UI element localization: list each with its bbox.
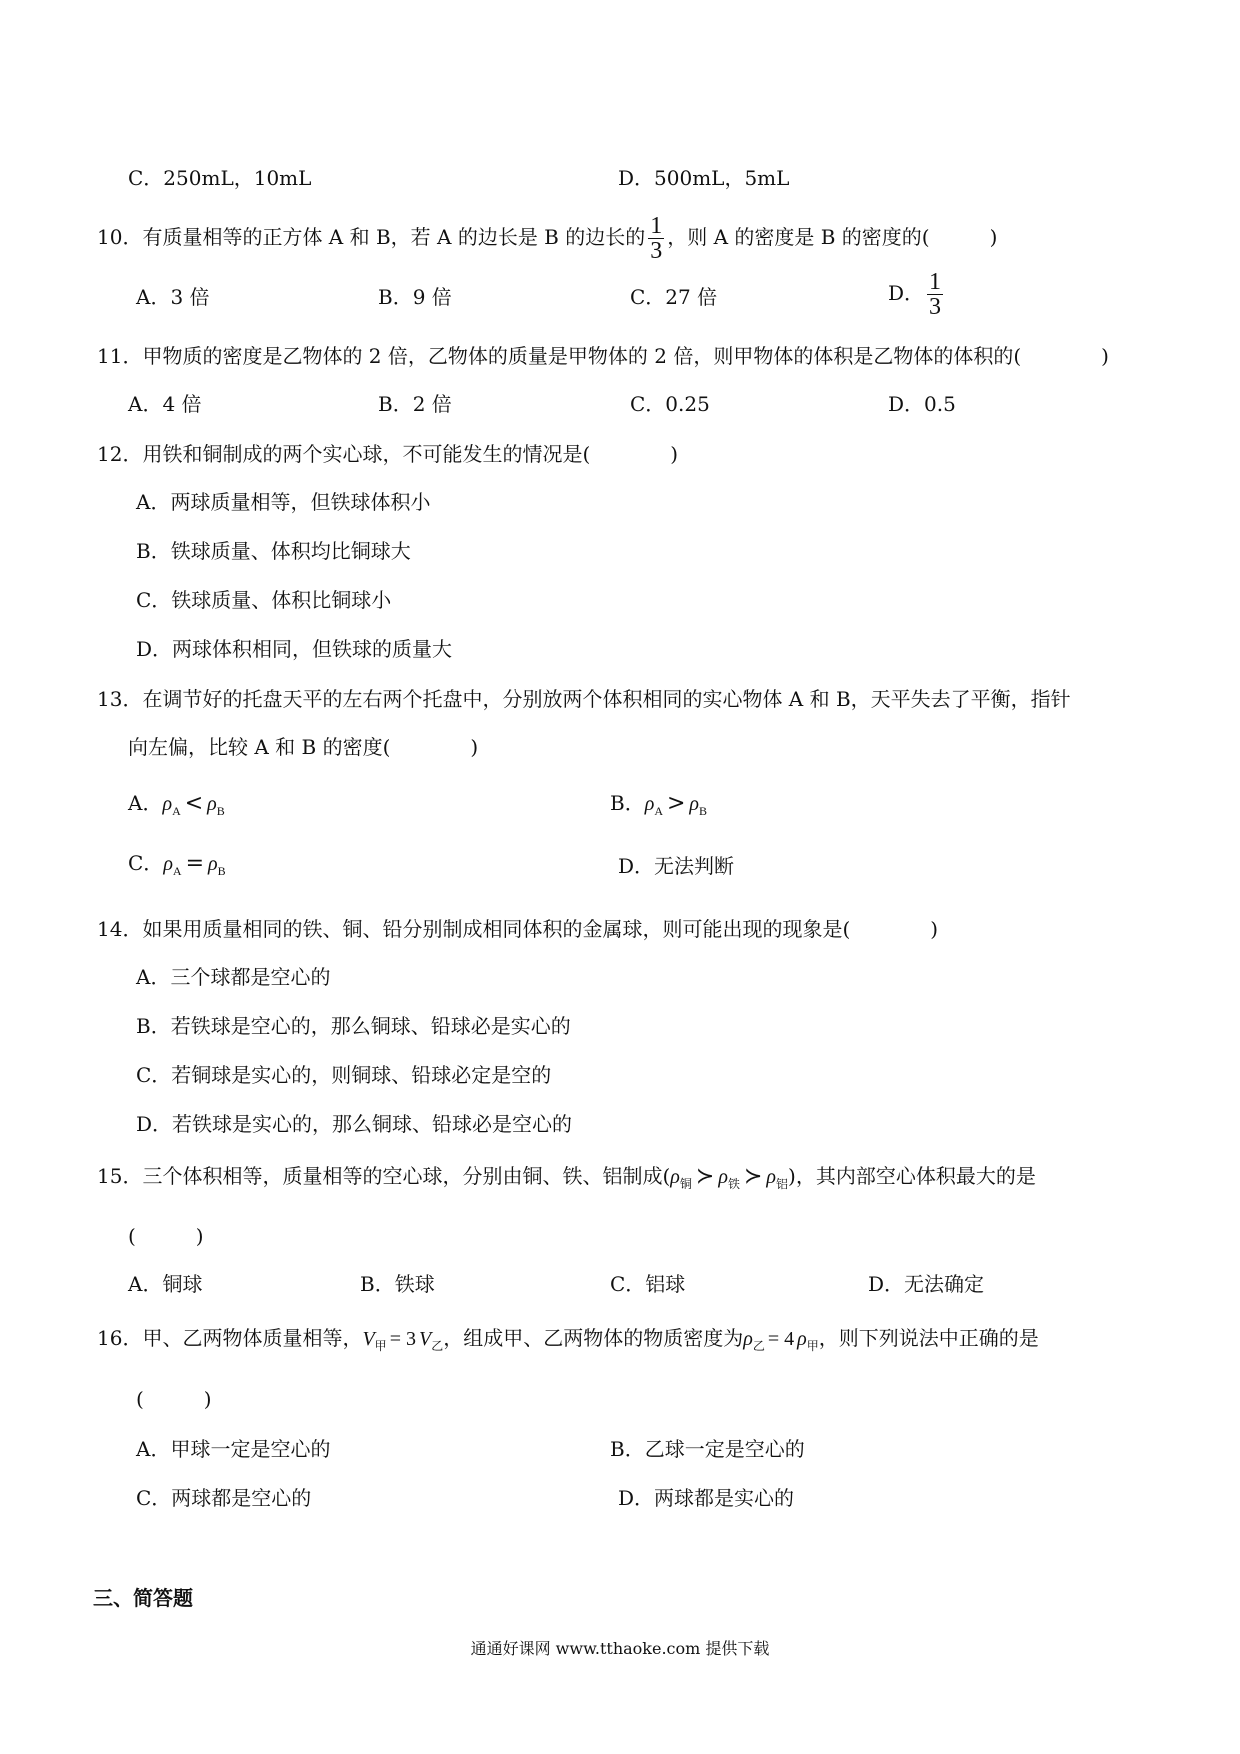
equals-sign: =	[185, 851, 205, 876]
q15-option-d: D．无法确定	[868, 1272, 985, 1296]
q10-stem-post: ，则 A 的密度是 B 的密度的( )	[667, 225, 998, 249]
q10-stem	[97, 214, 997, 263]
subscript-iron: 铁	[727, 1177, 740, 1191]
q15-stem	[97, 1166, 1036, 1190]
rho-symbol: ρ	[644, 793, 655, 815]
q11-option-b: B．2 倍	[378, 392, 452, 416]
page-footer: 通通好课网 www.tthaoke.com 提供下载	[470, 1639, 770, 1658]
rho-symbol: ρ	[718, 1166, 728, 1188]
rho-symbol: ρ	[797, 1328, 807, 1350]
q16-option-c: C．两球都是空心的	[136, 1486, 312, 1510]
q13-option-c-label: C．	[128, 851, 164, 875]
v-symbol: V	[418, 1328, 432, 1350]
q16-option-a: A．甲球一定是空心的	[136, 1437, 331, 1461]
equals-coefficient: = 3	[389, 1328, 416, 1350]
q14-stem: 14．如果用质量相同的铁、铜、铅分别制成相同体积的金属球，则可能出现的现象是( )	[97, 917, 939, 941]
section-heading: 三、简答题	[93, 1586, 193, 1610]
q12-option-d: D．两球体积相同，但铁球的质量大	[136, 637, 453, 661]
q14-option-b: B．若铁球是空心的，那么铜球、铅球必是实心的	[136, 1014, 571, 1038]
q10-option-d-label: D．	[888, 281, 925, 305]
q13-option-a-label: A．	[128, 791, 163, 815]
subscript-b: B	[216, 804, 225, 818]
q16-stem-pre: 16．甲、乙两物体质量相等，	[97, 1326, 363, 1350]
q15-stem-pre: 15．三个体积相等，质量相等的空心球，分别由铜、铁、铝制成(	[97, 1164, 671, 1188]
rho-symbol: ρ	[689, 793, 700, 815]
subscript-copper: 铜	[679, 1177, 692, 1191]
q11-stem: 11．甲物质的密度是乙物体的 2 倍，乙物体的质量是甲物体的 2 倍，则甲物体的体积是乙物体的体积的( )	[97, 344, 1109, 368]
rho-symbol: ρ	[163, 853, 173, 875]
q13-option-b	[610, 793, 707, 817]
equals-coefficient: = 4	[767, 1328, 795, 1350]
subscript-jia: 甲	[806, 1339, 819, 1353]
q14-option-d: D．若铁球是实心的，那么铜球、铅球必是空心的	[136, 1112, 573, 1136]
q9-option-c: C．250mL，10mL	[128, 166, 312, 190]
subscript-b: B	[699, 804, 708, 818]
q10-fraction-denominator: 3	[650, 238, 663, 264]
q13-stem-line1: 13．在调节好的托盘天平的左右两个托盘中，分别放两个体积相同的实心物体 A 和 B，天平失去了平衡，指针	[97, 687, 1071, 711]
q12-option-c: C．铁球质量、体积比铜球小	[136, 588, 392, 612]
subscript-a: A	[172, 864, 182, 878]
greater-than-sign: >	[666, 791, 686, 816]
q10-option-d-numerator: 1	[929, 269, 942, 295]
q16-option-b: B．乙球一定是空心的	[610, 1437, 805, 1461]
q11-option-d: D．0.5	[888, 392, 956, 416]
q16-option-d: D．两球都是实心的	[618, 1486, 795, 1510]
q14-option-a: A．三个球都是空心的	[136, 965, 331, 989]
subscript-jia: 甲	[374, 1339, 387, 1353]
q15-option-a: A．铜球	[128, 1272, 203, 1296]
rho-symbol: ρ	[670, 1166, 680, 1188]
rho-symbol: ρ	[766, 1166, 776, 1188]
q15-answer-paren: ( )	[128, 1224, 204, 1248]
q13-option-b-label: B．	[610, 791, 645, 815]
q10-option-d-denominator: 3	[929, 294, 942, 320]
q10-fraction-numerator: 1	[650, 213, 663, 239]
q12-option-a: A．两球质量相等，但铁球体积小	[136, 490, 431, 514]
rho-symbol: ρ	[207, 793, 217, 815]
subscript-a: A	[654, 804, 663, 818]
q13-option-c	[128, 853, 226, 877]
subscript-yi: 乙	[752, 1339, 765, 1353]
q9-option-d: D．500mL，5mL	[618, 166, 790, 190]
q10-option-d	[888, 270, 946, 319]
less-than-sign: <	[184, 791, 204, 816]
q13-option-d: D．无法判断	[618, 854, 735, 878]
rho-symbol: ρ	[162, 793, 173, 815]
q10-fraction	[648, 214, 664, 263]
q15-stem-post: )，其内部空心体积最大的是	[788, 1164, 1036, 1188]
q10-option-a: A．3 倍	[136, 285, 210, 309]
v-symbol: V	[362, 1328, 375, 1350]
rho-symbol: ρ	[743, 1328, 753, 1350]
subscript-aluminum: 铝	[776, 1177, 789, 1191]
q15-option-b: B．铁球	[360, 1272, 435, 1296]
q11-option-a: A．4 倍	[128, 392, 202, 416]
q16-answer-paren: ( )	[136, 1387, 212, 1411]
q16-stem	[97, 1328, 1039, 1352]
q11-option-c: C．0.25	[630, 392, 710, 416]
q16-stem-post: ，则下列说法中正确的是	[818, 1326, 1039, 1350]
q10-stem-pre: 10．有质量相等的正方体 A 和 B，若 A 的边长是 B 的边长的	[97, 225, 646, 249]
q10-option-b: B．9 倍	[378, 285, 452, 309]
succeeds-sign: ≻	[743, 1164, 763, 1189]
q13-stem-line2: 向左偏，比较 A 和 B 的密度( )	[128, 735, 479, 759]
q16-stem-mid: ，组成甲、乙两物体的物质密度为	[443, 1326, 744, 1350]
q13-option-a	[128, 793, 225, 817]
rho-symbol: ρ	[208, 853, 218, 875]
subscript-yi: 乙	[431, 1339, 444, 1353]
q10-option-c: C．27 倍	[630, 285, 718, 309]
q15-option-c: C．铝球	[610, 1272, 686, 1296]
q10-option-d-fraction	[927, 270, 943, 319]
q12-stem: 12．用铁和铜制成的两个实心球，不可能发生的情况是( )	[97, 442, 679, 466]
subscript-b: B	[217, 864, 226, 878]
succeeds-sign: ≻	[695, 1164, 715, 1189]
subscript-a: A	[172, 804, 181, 818]
q14-option-c: C．若铜球是实心的，则铜球、铅球必定是空的	[136, 1063, 552, 1087]
q12-option-b: B．铁球质量、体积均比铜球大	[136, 539, 411, 563]
